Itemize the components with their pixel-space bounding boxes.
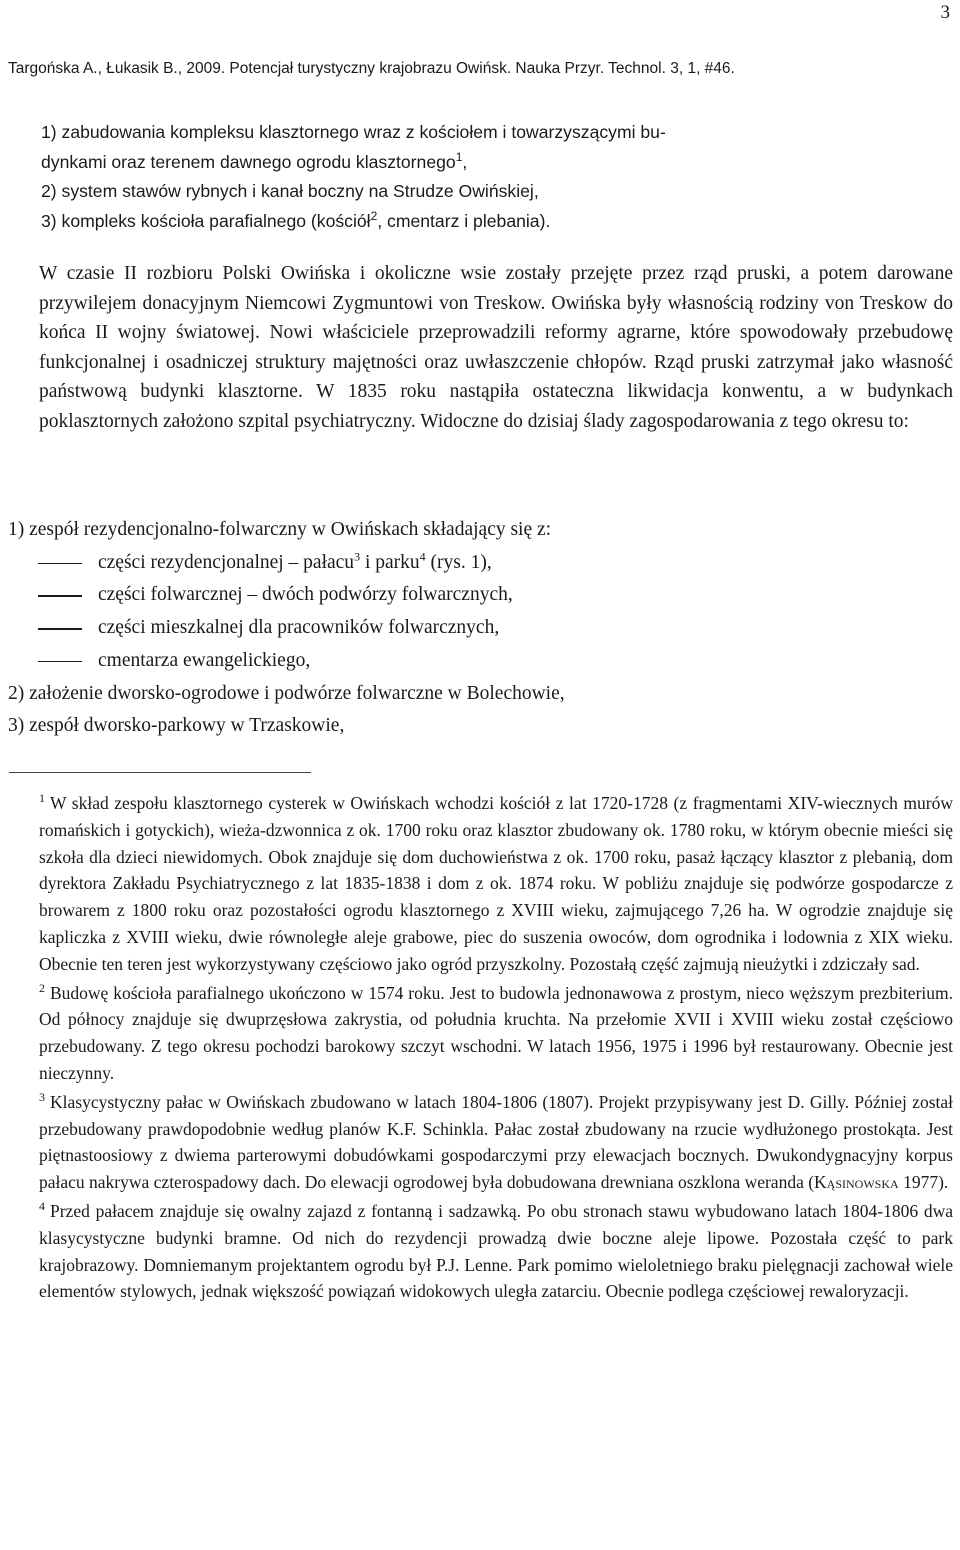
dash-marker <box>38 595 82 597</box>
remains-list <box>8 514 954 743</box>
body-paragraph <box>7 259 953 436</box>
footnote-number: 2 <box>39 980 45 995</box>
page-number: 3 <box>940 2 950 23</box>
footnote-ref[interactable]: 1 <box>455 149 463 164</box>
monastery-elements-list <box>41 118 955 236</box>
list-item: 3) kompleks kościoła parafialnego (kościół$^2$, cmentarz i plebania). <box>41 208 551 231</box>
dash-marker <box>38 563 82 565</box>
footnote-3: $^3$ Klasycystyczny pałac w Owińskach zbudowano w latach 1804-1806 (1807). Projekt przypisywany jest D. Gilly. Później został przebudowany prawdopodobnie według planów K.F. Schinkla. Pałac został zbudowany na rzucie wydłużonego prostokąta. Jest piętnastoosiowy z dwiema parterowymi dobudówkami gospodarczymi przy elewacjach bocznych. Dwukondygnacyjny korpus pałacu nakrywa czterospadowy dach. Do elewacji ogrodowej była dobudowana drewniana oszklona weranda (Kąsinowska 1977). <box>39 1089 953 1193</box>
dash-marker <box>38 661 82 663</box>
dash-marker <box>38 628 82 630</box>
sub-list-item: cmentarza ewangelickiego, <box>8 645 954 678</box>
list-item: 2) założenie dworsko-ogrodowe i podwórze folwarczne w Bolechowie, <box>8 682 565 704</box>
list-item: dynkami oraz terenem dawnego ogrodu klasztornego$^1$, <box>41 149 468 172</box>
list-item: 1) zespół rezydencjonalno-folwarczny w Owińskach składający się z: <box>8 519 552 540</box>
sub-list-item: części rezydencjonalnej – pałacu$^3$ i parku$^4$ (rys. 1), <box>8 547 954 580</box>
footnote-2: $^2$ Budowę kościoła parafialnego ukończono w 1574 roku. Jest to budowla jednonawowa z prostym, nieco węższym prezbiterium. Od północy znajduje się dwuprzęsłowa zakrystia, od południa kruchta. Na przełomie XVII i XVIII wieku został częściowo przebudowany. Z tego okresu pochodzi barokowy szczyt wschodni. W latach 1956, 1975 i 1996 był restaurowany. Obecnie jest nieczynny. <box>39 980 953 1083</box>
footnotes <box>7 790 953 1307</box>
sub-list-item: części folwarcznej – dwóch podwórzy folwarcznych, <box>8 579 954 612</box>
list-item: 3) zespół dworsko-parkowy w Trzaskowie, <box>8 715 345 737</box>
footnote-number: 3 <box>39 1089 45 1104</box>
footnote-1: $^1$ W skład zespołu klasztornego cysterek w Owińskach wchodzi kościół z lat 1720-1728 (z fragmentami XIV-wiecznych murów romańskich i gotyckich), wieża-dzwonnica z ok. 1700 roku oraz klasztor zbudowany ok. 1780 roku, w którym obecnie mieści się szkoła dla dzieci niewidomych. Obok znajduje się dom duchowieństwa z ok. 1700 roku, pasaż łączący klasztor z plebanią, dom dyrektora Zakładu Psychiatrycznego z lat 1835-1838 i dom z ok. 1874 roku. W pobliżu znajduje się podwórze gospodarcze z browarem z 1800 roku oraz pozostałości ogrodu klasztornego z XVIII wieku, zajmującego 7,26 ha. W ogrodzie znajduje się kapliczka z XVIII wieku, dwie równoległe aleje grabowe, piec do suszenia owoców, dom ogrodnika i lodownia z XIX wieku. Obecnie ten teren jest wykorzystywany częściowo jako ogród przyszkolny. Pozostałą część zajmują nieużytki i zdziczały sad. <box>39 791 953 974</box>
sub-list-item: części mieszkalnej dla pracowników folwarcznych, <box>8 612 954 645</box>
citation-author: Kąsinowska <box>814 1172 899 1193</box>
footnote-separator <box>9 772 311 773</box>
list-item: 2) system stawów rybnych i kanał boczny na Strudze Owińskiej, <box>41 181 539 201</box>
footnote-ref[interactable]: 2 <box>370 208 378 223</box>
footnote-ref[interactable]: 4 <box>419 549 426 564</box>
footnote-4: $^4$ Przed pałacem znajduje się owalny zajazd z fontanną i sadzawką. Po obu stronach stawu wybudowano latach 1804-1806 dwa klasycystyczne budynki bramne. Od nich do rezydencji prowadzą dwie boczne aleje lipowe. Pozostała część to park krajobrazowy. Domniemanym projektantem ogrodu był P.J. Lenne. Park pomimo wieloletniego braku pielęgnacji zachował wiele elementów stylowych, jednak większość powiązań widokowych uległa zatarciu. Obecnie podlega częściowej rewaloryzacji. <box>39 1199 953 1302</box>
running-header: Targońska A., Łukasik B., 2009. Potencjał turystyczny krajobrazu Owińsk. Nauka Przyr. Technol. 3, 1, #46. <box>8 60 735 77</box>
footnote-ref[interactable]: 3 <box>354 549 361 564</box>
paragraph-text: W czasie II rozbioru Polski Owińska i okoliczne wsie zostały przejęte przez rząd pruski, a potem darowane przywilejem donacyjnym Niemcowi Zygmuntowi von Treskow. Owińska były własnością rodziny von Treskow do końca II wojny światowej. Nowi właściciele przeprowadzili reformy agrarne, które spowodowały przebudowę funkcjonalnej i osadniczej struktury majętności oraz uwłaszczenie chłopów. Rząd pruski zatrzymał jako własność państwową budynki klasztorne. W 1835 roku nastąpiła ostateczna likwidacja konwentu, a w budynkach poklasztornych założono szpital psychiatryczny. Widoczne do dzisiaj ślady zagospodarowania z tego okresu to: <box>39 263 953 432</box>
footnote-number: 4 <box>39 1199 45 1214</box>
footnote-number: 1 <box>39 791 45 806</box>
list-item: 1) zabudowania kompleksu klasztornego wraz z kościołem i towarzyszącymi bu- <box>41 122 666 142</box>
